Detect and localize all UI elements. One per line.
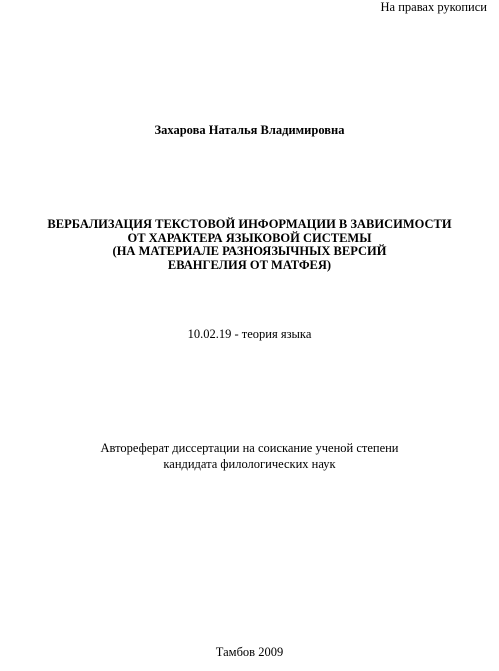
manuscript-rights-note: На правах рукописи <box>380 0 487 14</box>
specialty-code: 10.02.19 - теория языка <box>187 327 312 341</box>
place-and-year: Тамбов 2009 <box>215 645 284 659</box>
title-line-2: ОТ ХАРАКТЕРА ЯЗЫКОВОЙ СИСТЕМЫ <box>127 230 372 245</box>
title-line-4: ЕВАНГЕЛИЯ ОТ МАТФЕЯ) <box>167 257 332 272</box>
dissertation-title <box>0 218 499 272</box>
degree-line-2: кандидата филологических наук <box>163 457 336 471</box>
title-line-3: (НА МАТЕРИАЛЕ РАЗНОЯЗЫЧНЫХ ВЕРСИЙ <box>112 244 387 258</box>
degree-statement <box>0 440 499 472</box>
title-line-1: ВЕРБАЛИЗАЦИЯ ТЕКСТОВОЙ ИНФОРМАЦИИ В ЗАВИСИМОСТИ <box>47 217 452 231</box>
author-name: Захарова Наталья Владимировна <box>154 123 345 137</box>
degree-line-1: Автореферат диссертации на соискание ученой степени <box>100 441 399 455</box>
